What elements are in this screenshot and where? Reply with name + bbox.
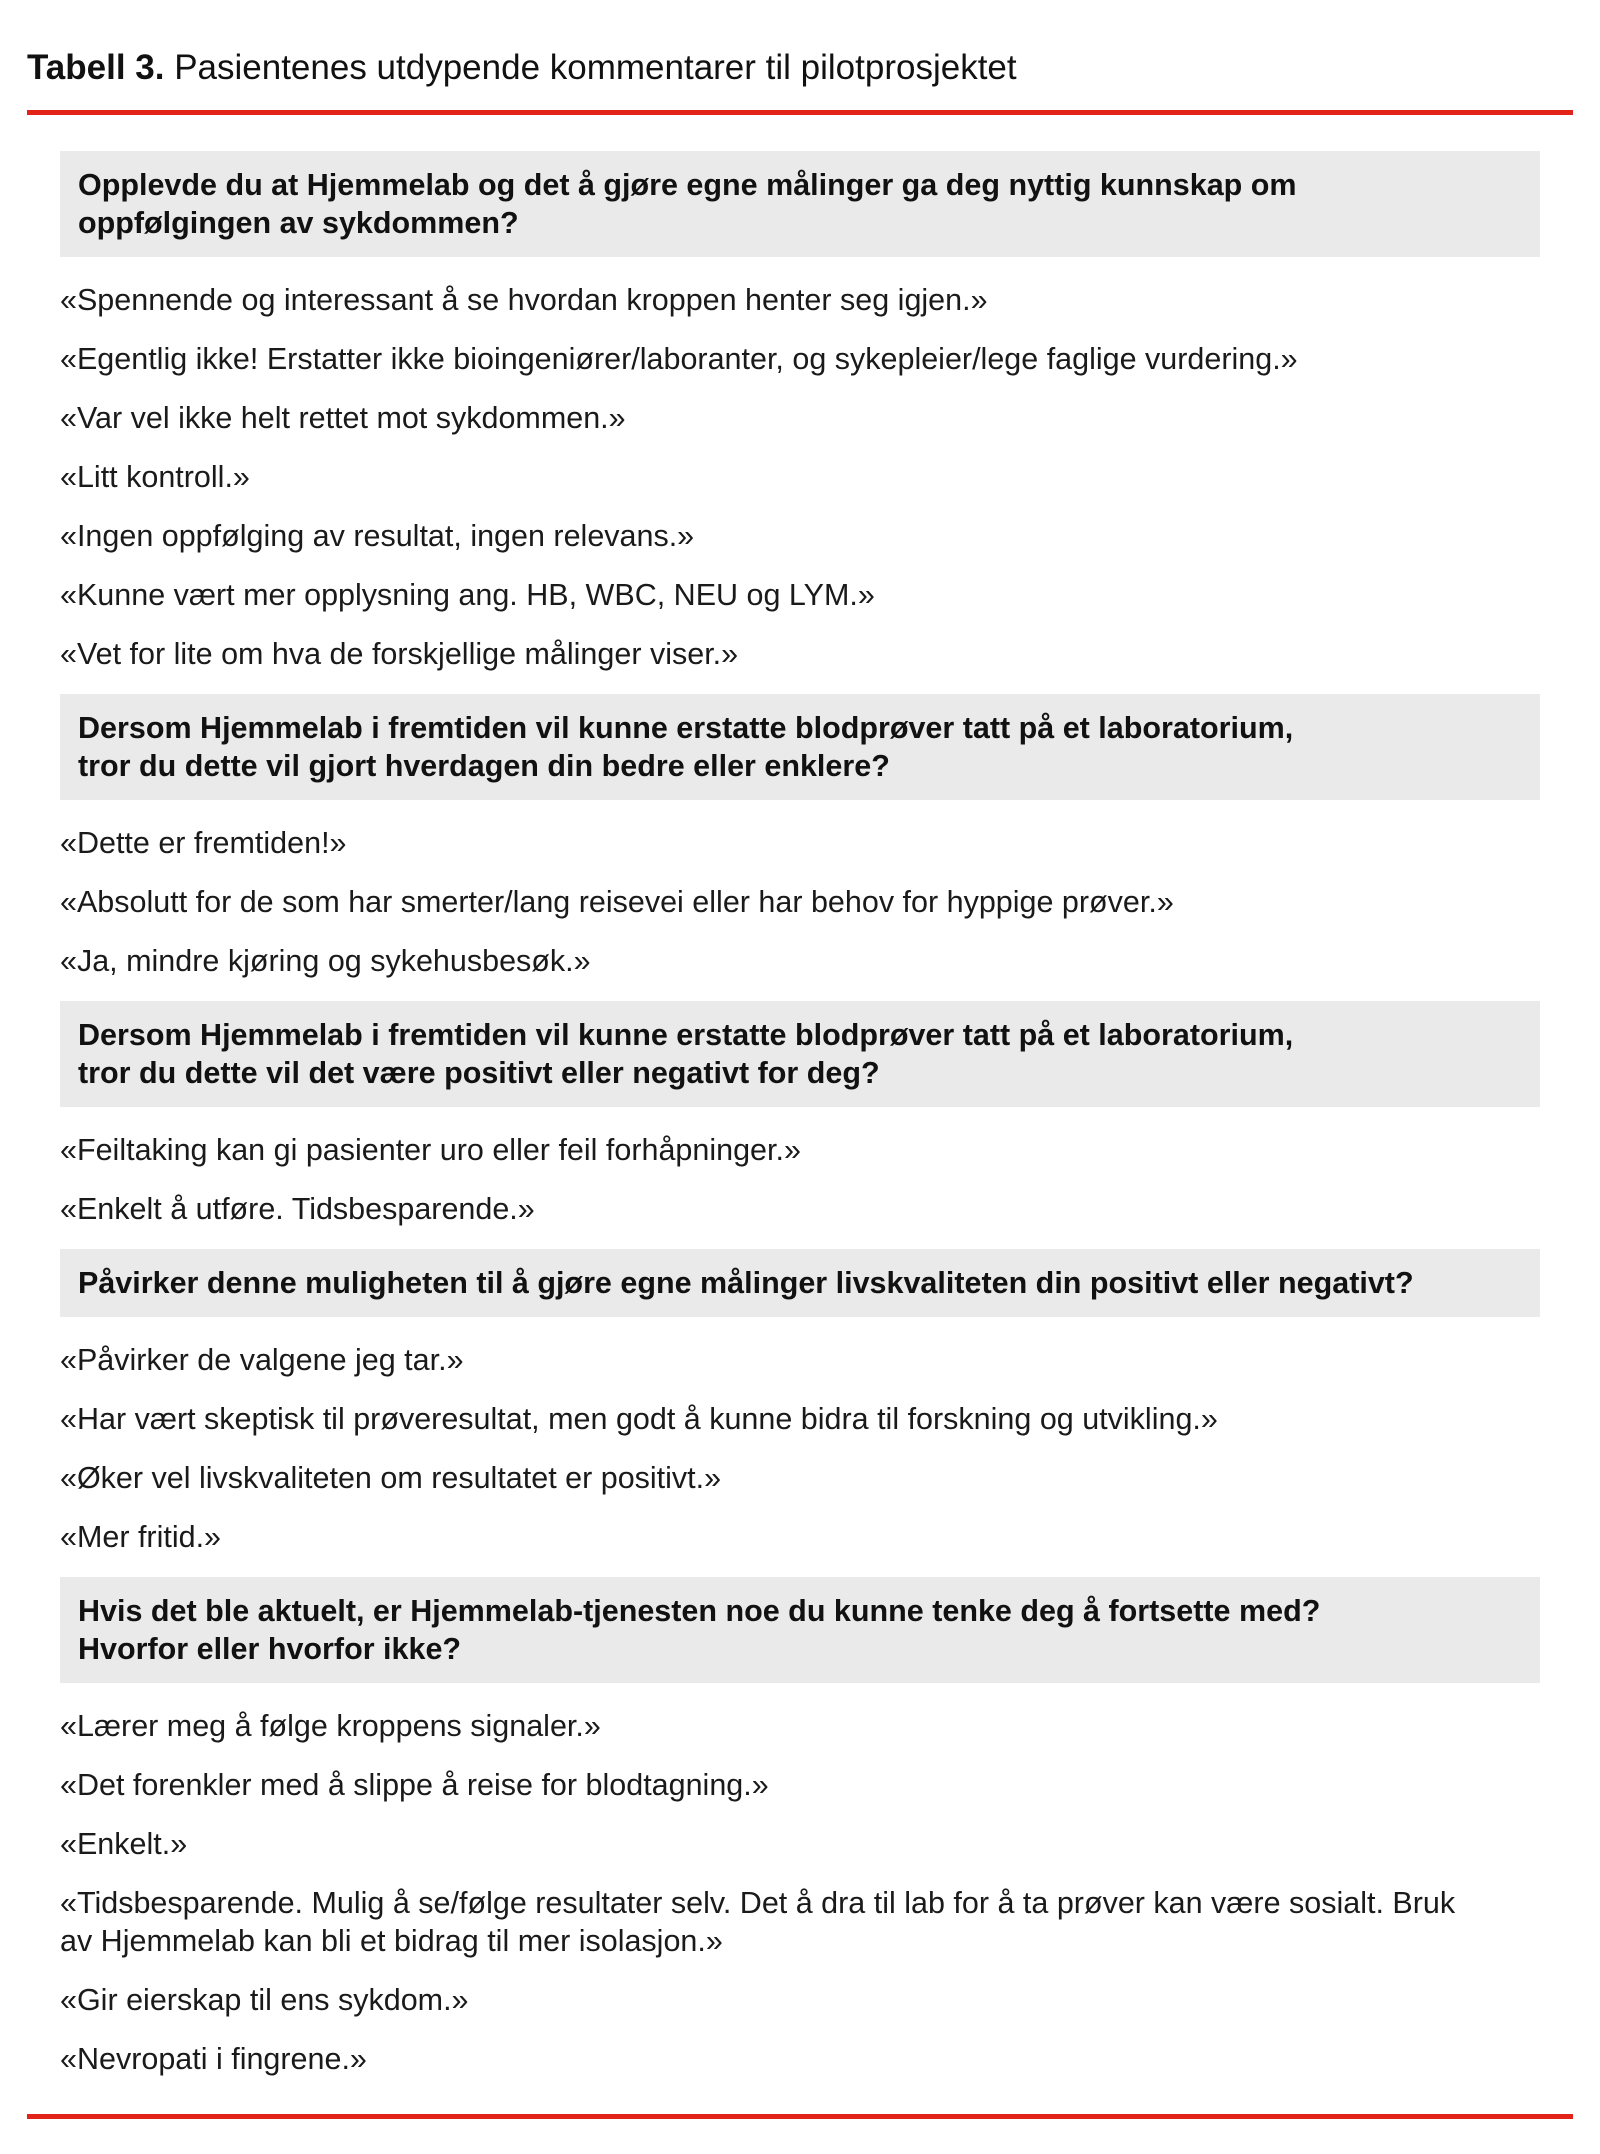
quote-item: «Enkelt.» bbox=[60, 1827, 188, 1861]
question-line: Dersom Hjemmelab i fremtiden vil kunne erstatte blodprøver tatt på et laboratorium, bbox=[78, 1018, 1294, 1052]
question-line: oppfølgingen av sykdommen? bbox=[78, 206, 519, 240]
question-line: Dersom Hjemmelab i fremtiden vil kunne erstatte blodprøver tatt på et laboratorium, bbox=[78, 711, 1294, 745]
table-sections bbox=[60, 151, 1540, 2078]
question-header bbox=[60, 1001, 1540, 1107]
quote-item: «Absolutt for de som har smerter/lang reisevei eller har behov for hyppige prøver.» bbox=[60, 885, 1174, 919]
quote-item: «Vet for lite om hva de forskjellige målinger viser.» bbox=[60, 637, 739, 671]
quote-item: «Litt kontroll.» bbox=[60, 460, 250, 494]
quote-item: «Ingen oppfølging av resultat, ingen relevans.» bbox=[60, 519, 695, 553]
quote-item: «Øker vel livskvaliteten om resultatet er positivt.» bbox=[60, 1461, 722, 1495]
quote-item: «Påvirker de valgene jeg tar.» bbox=[60, 1343, 464, 1377]
question-line: Opplevde du at Hjemmelab og det å gjøre egne målinger ga deg nyttig kunnskap om bbox=[78, 168, 1297, 202]
quote-item: «Feiltaking kan gi pasienter uro eller feil forhåpninger.» bbox=[60, 1133, 801, 1167]
quote-item: «Ja, mindre kjøring og sykehusbesøk.» bbox=[60, 944, 591, 978]
question-line: Hvorfor eller hvorfor ikke? bbox=[78, 1632, 462, 1666]
table-title bbox=[27, 46, 1573, 90]
quote-item: «Spennende og interessant å se hvordan kroppen henter seg igjen.» bbox=[60, 283, 988, 317]
question-line: tror du dette vil det være positivt eller negativt for deg? bbox=[78, 1056, 880, 1090]
quote-item: «Mer fritid.» bbox=[60, 1520, 222, 1554]
table-title-text: Pasientenes utdypende kommentarer til pilotprosjektet bbox=[164, 48, 1017, 87]
quote-item: «Det forenkler med å slippe å reise for blodtagning.» bbox=[60, 1768, 769, 1802]
question-line: Påvirker denne muligheten til å gjøre egne målinger livskvaliteten din positivt eller negativt? bbox=[78, 1266, 1414, 1300]
quote-item: «Gir eierskap til ens sykdom.» bbox=[60, 1983, 469, 2017]
top-rule bbox=[27, 110, 1573, 115]
quote-item: «Har vært skeptisk til prøveresultat, men godt å kunne bidra til forskning og utvikling.» bbox=[60, 1402, 1218, 1436]
question-header bbox=[60, 1577, 1540, 1683]
question-header bbox=[60, 694, 1540, 800]
question-header bbox=[60, 151, 1540, 257]
quote-item: «Lærer meg å følge kroppens signaler.» bbox=[60, 1709, 601, 1743]
quote-item: «Tidsbesparende. Mulig å se/følge resultater selv. Det å dra til lab for å ta prøver kan være sosialt. Bruk av Hjemmelab kan bli et bidrag til mer isolasjon.» bbox=[60, 1886, 1456, 1958]
question-header bbox=[60, 1249, 1540, 1317]
question-line: tror du dette vil gjort hverdagen din bedre eller enklere? bbox=[78, 749, 890, 783]
quote-item: «Nevropati i fingrene.» bbox=[60, 2042, 367, 2076]
quote-item: «Kunne vært mer opplysning ang. HB, WBC, NEU og LYM.» bbox=[60, 578, 875, 612]
quote-item: «Dette er fremtiden!» bbox=[60, 826, 347, 860]
table-number-label: Tabell 3. bbox=[27, 48, 165, 87]
question-line: Hvis det ble aktuelt, er Hjemmelab-tjenesten noe du kunne tenke deg å fortsette med? bbox=[78, 1594, 1321, 1628]
quote-item: «Enkelt å utføre. Tidsbesparende.» bbox=[60, 1192, 535, 1226]
quote-item: «Var vel ikke helt rettet mot sykdommen.» bbox=[60, 401, 626, 435]
bottom-rule bbox=[27, 2114, 1573, 2119]
quote-item: «Egentlig ikke! Erstatter ikke bioingeniører/laboranter, og sykepleier/lege faglige vurdering.» bbox=[60, 342, 1298, 376]
